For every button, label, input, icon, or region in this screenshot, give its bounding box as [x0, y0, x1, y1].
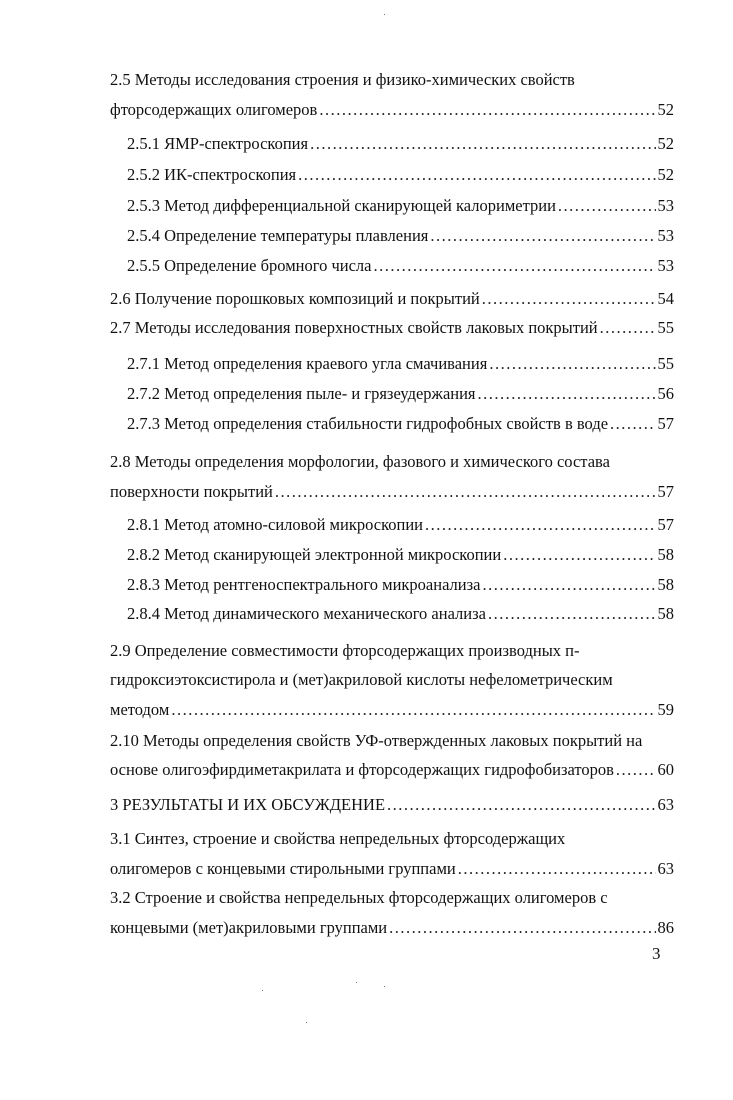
scan-speck: [384, 14, 385, 15]
toc-page-number: 55: [657, 354, 674, 373]
dot-leader: [298, 165, 655, 185]
dot-leader: [558, 196, 656, 216]
toc-page-number: 56: [657, 384, 674, 403]
toc-page-number: 58: [657, 545, 674, 564]
toc-entry-2-7-2: [127, 384, 674, 408]
toc-entry-title: 2.5.5 Определение бромного числа: [127, 256, 372, 275]
toc-entry-2-8-4: [127, 604, 674, 628]
toc-entry-title: поверхности покрытий: [110, 482, 273, 501]
toc-entry-2-7-1: [127, 354, 674, 378]
toc-entry-title: 2.5.3 Метод дифференциальной сканирующей калориметрии: [127, 196, 556, 215]
toc-page-number: 53: [657, 196, 674, 215]
scan-speck: [384, 986, 385, 987]
toc-entry-title: 2.5.2 ИК-спектроскопия: [127, 165, 297, 184]
toc-entry-title: концевыми (мет)акриловыми группами: [110, 918, 388, 937]
toc-entry-title: методом: [110, 700, 170, 719]
toc-entry-2-7: [110, 318, 674, 342]
dot-leader: [373, 256, 655, 276]
dot-leader: [387, 795, 655, 815]
toc-entry-title: основе олигоэфирдиметакрилата и фторсодержащих гидрофобизаторов: [110, 760, 614, 779]
toc-entry-2-5-1: [127, 134, 674, 158]
dot-leader: [275, 482, 656, 502]
toc-entry-2-5-4: [127, 226, 674, 250]
toc-entry-title: олигомеров с концевыми стирольными группами: [110, 859, 456, 878]
toc-entry-title: 2.7 Методы исследования поверхностных свойств лаковых покрытий: [110, 318, 598, 337]
scan-speck: [356, 982, 357, 983]
toc-entry-2-5-3: [127, 196, 674, 220]
dot-leader: [482, 575, 655, 595]
toc-page-number: 58: [657, 575, 674, 594]
toc-entry-title: фторсодержащих олигомеров: [110, 100, 318, 119]
toc-entry-title: 2.7.3 Метод определения стабильности гидрофобных свойств в воде: [127, 414, 609, 433]
dot-leader: [489, 354, 655, 374]
toc-entry-title: 2.6 Получение порошковых композиций и покрытий: [110, 289, 480, 308]
toc-entry-title: 2.8.2 Метод сканирующей электронной микроскопии: [127, 545, 502, 564]
toc-entry-title: 2.8.1 Метод атомно-силовой микроскопии: [127, 515, 423, 534]
toc-page-number: 86: [657, 918, 674, 937]
toc-entry-2-9-line2: гидроксиэтоксистирола и (мет)акриловой кислоты нефелометрическим: [110, 670, 613, 689]
dot-leader: [425, 515, 656, 535]
toc-entry-2-8-2: [127, 545, 674, 569]
toc-page-number: 53: [657, 256, 674, 275]
toc-entry-title: 2.7.2 Метод определения пыле- и грязеудержания: [127, 384, 476, 403]
dot-leader: [478, 384, 656, 404]
toc-page-number: 55: [657, 318, 674, 337]
toc-entry-3: [110, 795, 674, 819]
toc-page-number: 57: [657, 515, 674, 534]
toc-entry-2-5-line1: 2.5 Методы исследования строения и физико-химических свойств: [110, 70, 575, 89]
toc-entry-2-5: [110, 100, 674, 124]
toc-entry-3-1-line1: 3.1 Синтез, строение и свойства непредельных фторсодержащих: [110, 829, 566, 848]
toc-page-number: 57: [657, 482, 674, 501]
toc-entry-title: 2.5.4 Определение температуры плавления: [127, 226, 429, 245]
dot-leader: [482, 289, 656, 309]
toc-entry-3-1: [110, 859, 674, 883]
toc-entry-2-9: [110, 700, 674, 724]
toc-entry-title: 2.8.4 Метод динамического механического анализа: [127, 604, 486, 623]
toc-page-number: 63: [657, 859, 674, 878]
dot-leader: [616, 760, 656, 780]
page-number: 3: [652, 944, 661, 963]
dot-leader: [488, 604, 656, 624]
dot-leader: [600, 318, 656, 338]
toc-entry-2-8-1: [127, 515, 674, 539]
dot-leader: [389, 918, 655, 938]
toc-entry-3-2: [110, 918, 674, 942]
dot-leader: [610, 414, 655, 434]
toc-entry-2-5-5: [127, 256, 674, 280]
dot-leader: [171, 700, 655, 720]
toc-page-number: 52: [657, 165, 674, 184]
toc-entry-title: 2.5.1 ЯМР-спектроскопия: [127, 134, 309, 153]
toc-entry-title: 2.7.1 Метод определения краевого угла смачивания: [127, 354, 488, 373]
toc-entry-title: 2.8.3 Метод рентгеноспектрального микроанализа: [127, 575, 481, 594]
toc-page-number: 58: [657, 604, 674, 623]
toc-entry-2-10-line1: 2.10 Методы определения свойств УФ-отвержденных лаковых покрытий на: [110, 731, 643, 750]
toc-entry-2-5-2: [127, 165, 674, 189]
toc-entry-2-10: [110, 760, 674, 784]
toc-entry-3-2-line1: 3.2 Строение и свойства непредельных фторсодержащих олигомеров с: [110, 888, 608, 907]
toc-entry-2-7-3: [127, 414, 674, 438]
toc-page-number: 59: [657, 700, 674, 719]
dot-leader: [310, 134, 655, 154]
dot-leader: [503, 545, 655, 565]
scan-speck: [262, 990, 263, 991]
toc-entry-2-8-line1: 2.8 Методы определения морфологии, фазового и химического состава: [110, 452, 610, 471]
dot-leader: [319, 100, 655, 120]
toc-entry-2-9-line1: 2.9 Определение совместимости фторсодержащих производных п-: [110, 641, 580, 660]
toc-entry-2-8-3: [127, 575, 674, 599]
toc-entry-2-6: [110, 289, 674, 313]
toc-page-number: 63: [657, 795, 674, 814]
toc-page-number: 54: [657, 289, 674, 308]
toc-page-number: 57: [657, 414, 674, 433]
toc-page-number: 60: [657, 760, 674, 779]
toc-entry-2-8: [110, 482, 674, 506]
toc-page-number: 53: [657, 226, 674, 245]
toc-page-number: 52: [657, 100, 674, 119]
toc-entry-title: 3 РЕЗУЛЬТАТЫ И ИХ ОБСУЖДЕНИЕ: [110, 795, 386, 814]
scan-speck: [306, 1022, 307, 1023]
toc-page-number: 52: [657, 134, 674, 153]
dot-leader: [458, 859, 656, 879]
dot-leader: [430, 226, 655, 246]
